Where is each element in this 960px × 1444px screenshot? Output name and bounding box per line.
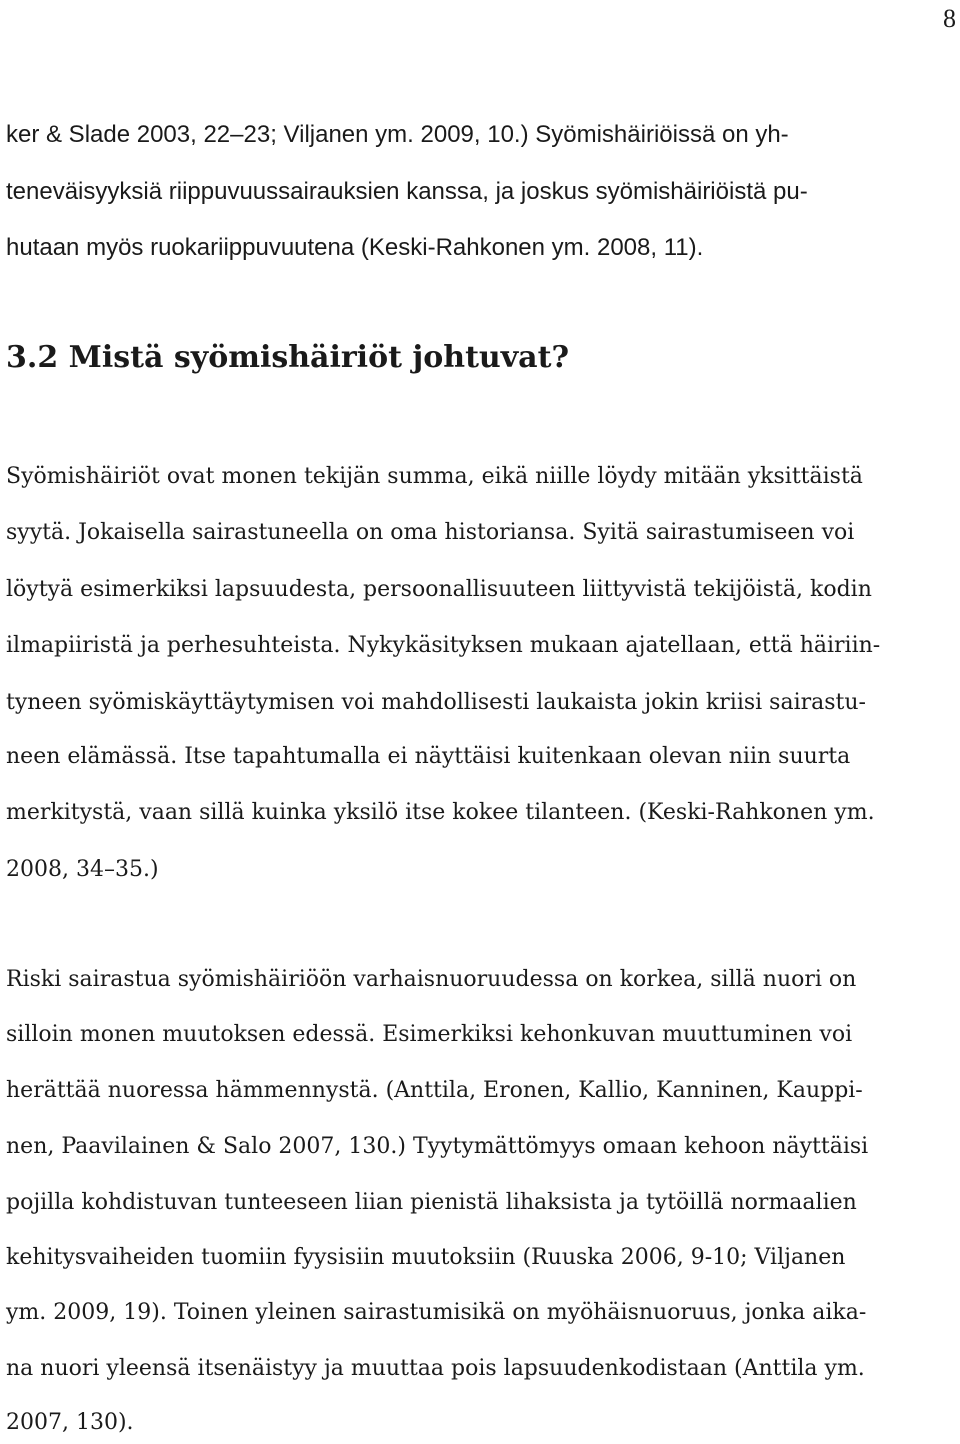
paragraph-2-line-4: nen, Paavilainen & Salo 2007, 130.) Tyytymättömyys omaan kehoon näyttäisi [6,1134,869,1159]
paragraph-1-line-2: syytä. Jokaisella sairastuneella on oma historiansa. Syitä sairastumiseen voi [6,520,855,545]
paragraph-2-line-7: ym. 2009, 19). Toinen yleinen sairastumisikä on myöhäisnuoruus, jonka aika- [6,1300,867,1325]
paragraph-1-line-7: merkitystä, vaan sillä kuinka yksilö itse kokee tilanteen. (Keski-Rahkonen ym. [6,800,875,825]
lead-paragraph-line-1: ker & Slade 2003, 22–23; Viljanen ym. 2009, 10.) Syömishäiriöissä on yh- [6,121,789,148]
paragraph-1-line-1: Syömishäiriöt ovat monen tekijän summa, eikä niille löydy mitään yksittäistä [6,464,863,489]
paragraph-2-line-1: Riski sairastua syömishäiriöön varhaisnuoruudessa on korkea, sillä nuori on [6,967,857,992]
paragraph-2-line-9: 2007, 130). [6,1410,134,1435]
paragraph-2-line-3: herättää nuoressa hämmennystä. (Anttila, Eronen, Kallio, Kanninen, Kauppi- [6,1078,863,1103]
paragraph-2-line-8: na nuori yleensä itsenäistyy ja muuttaa pois lapsuudenkodistaan (Anttila ym. [6,1356,865,1381]
section-heading: 3.2 Mistä syömishäiriöt johtuvat? [6,340,570,375]
paragraph-2-line-5: pojilla kohdistuvan tunteeseen liian pienistä lihaksista ja tytöillä normaalien [6,1190,857,1215]
paragraph-1-line-8: 2008, 34–35.) [6,857,159,882]
paragraph-1-line-5: tyneen syömiskäyttäytymisen voi mahdollisesti laukaista jokin kriisi sairastu- [6,690,866,715]
paragraph-1-line-6: neen elämässä. Itse tapahtumalla ei näyttäisi kuitenkaan olevan niin suurta [6,744,851,769]
paragraph-2-line-6: kehitysvaiheiden tuomiin fyysisiin muutoksiin (Ruuska 2006, 9-10; Viljanen [6,1245,846,1270]
paragraph-1-line-4: ilmapiiristä ja perhesuhteista. Nykykäsityksen mukaan ajatellaan, että häiriin- [6,633,881,658]
page-number: 8 [943,4,956,33]
lead-paragraph-line-3: hutaan myös ruokariippuvuutena (Keski-Rahkonen ym. 2008, 11). [6,234,704,261]
paragraph-1-line-3: löytyä esimerkiksi lapsuudesta, persoonallisuuteen liittyvistä tekijöistä, kodin [6,577,872,602]
paragraph-2-line-2: silloin monen muutoksen edessä. Esimerkiksi kehonkuvan muuttuminen voi [6,1022,853,1047]
lead-paragraph-line-2: teneväisyyksiä riippuvuussairauksien kanssa, ja joskus syömishäiriöistä pu- [6,178,808,205]
